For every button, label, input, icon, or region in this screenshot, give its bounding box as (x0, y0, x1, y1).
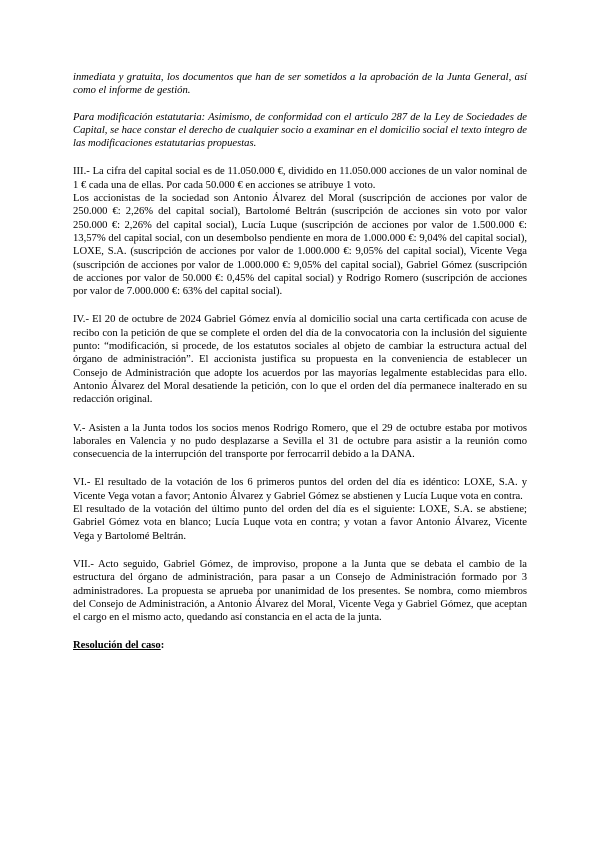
section-3-shareholders-paragraph: Los accionistas de la sociedad son Antonio Álvarez del Moral (suscripción de acciones por valor de 250.000 €: 2,26% del capital social), Bartolomé Beltrán (suscripción de acciones sin voto por valor 250.000 €: 2,26% del capital social), Lucía Luque (suscripción de acciones por valor de 1.500.000 €: 13,57% del capital social, con un desembolso pendiente en mora de 1.000.000 €: 9,04% del capital social), LOXE, S.A. (suscripción de acciones por valor de 1.000.000 €: 9,05% del capital social), Vicente Vega (suscripción de acciones por valor de 1.000.000 €: 9,05% del capital social), Gabriel Gómez (suscripción de acciones por valor de 50.000 €: 0,45% del capital social) y Rodrigo Romero (suscripción de acciones por valor de 7.000.000 €: 63% del capital social). (73, 193, 527, 298)
section-6-last-vote-paragraph: El resultado de la votación del último punto del orden del día es el siguiente: LOXE, S.A. se abstiene; Gabriel Gómez vota en blanco; Lucía Luque vota en contra; y votan a favor Antonio Álvarez, Vicente Vega y Bartolomé Beltrán. (73, 504, 527, 542)
section-6-first-vote-paragraph: VI.- El resultado de la votación de los 6 primeros puntos del orden del día es idéntico: LOXE, S.A. y Vicente Vega votan a favor; Antonio Álvarez y Gabriel Gómez se abstienen y Lucía Luque vota en contra. (73, 477, 527, 502)
resolution-heading (73, 639, 527, 652)
section-4-paragraph: IV.- El 20 de octubre de 2024 Gabriel Gómez envía al domicilio social una carta certificada con acuse de recibo con la petición de que se complete el orden del día de la convocatoria con la inclusión del siguiente punto: “modificación, si procede, de los estatutos sociales al objeto de cambiar la estructura actual del órgano de administración”. El accionista justifica su propuesta en la conveniencia de establecer un Consejo de Administración que adopte los acuerdos por las mayorías legalmente establecidas para ello. Antonio Álvarez del Moral desatiende la petición, con lo que el orden del día permanece inalterado en su redacción original. (73, 314, 527, 406)
section-5-paragraph: V.- Asisten a la Junta todos los socios menos Rodrigo Romero, que el 29 de octubre estaba por motivos laborales en Valencia y no pudo desplazarse a Sevilla el 31 de octubre para asistir a la reunión como consecuencia de la interrupción del transporte por ferrocarril debido a la DANA. (73, 422, 527, 461)
statutory-modification-paragraph: Para modificación estatutaria: Asimismo, de conformidad con el artículo 287 de la Ley de Sociedades de Capital, se hace constar el derecho de cualquier socio a examinar en el domicilio social el texto íntegro de las modificaciones estatutarias propuestas. (73, 111, 527, 150)
section-3-capital-paragraph: III.- La cifra del capital social es de 11.050.000 €, dividido en 11.050.000 acciones de un valor nominal de 1 € cada una de ellas. Por cada 50.000 € en acciones se atribuye 1 voto. (73, 166, 527, 191)
resolution-heading-colon: : (160, 640, 165, 652)
document-page (73, 71, 527, 653)
section-7-paragraph: VII.- Acto seguido, Gabriel Gómez, de improviso, propone a la Junta que se debata el cambio de la estructura del órgano de administración, para pasar a un Consejo de Administración formado por 3 administradores. La propuesta se aprueba por unanimidad de los presentes. Se nombra, como miembros del Consejo de Administración, a Antonio Álvarez del Moral, Vicente Vega y Gabriel Gómez, que aceptan el cargo en el mismo acto, quedando así constancia en el acta de la junta. (73, 558, 527, 624)
intro-paragraph: inmediata y gratuita, los documentos que han de ser sometidos a la aprobación de la Junta General, así como el informe de gestión. (73, 72, 527, 97)
resolution-heading-text: Resolución del caso (73, 640, 161, 652)
